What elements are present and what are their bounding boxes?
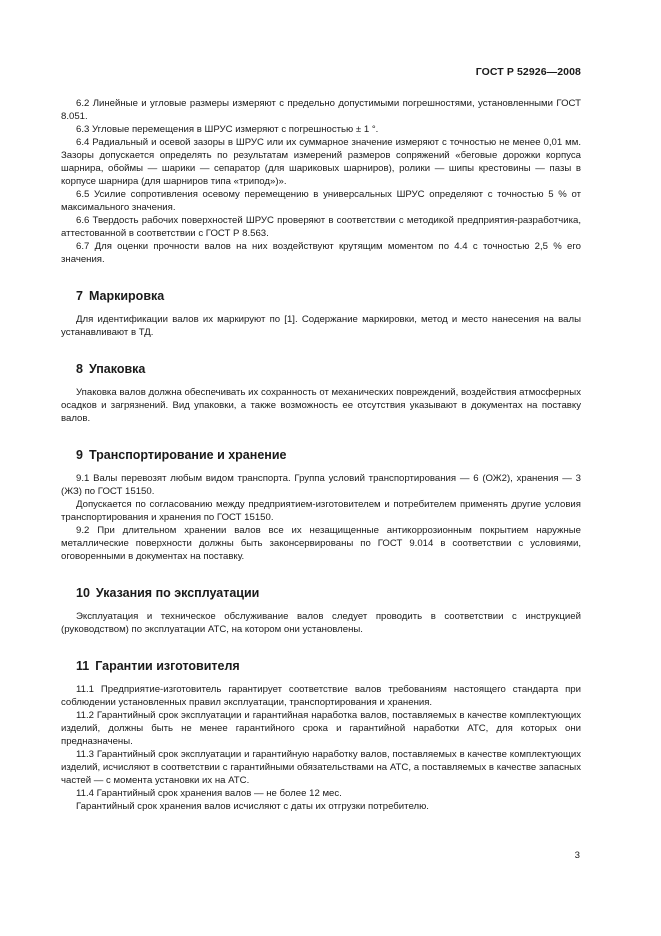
- paragraph-11-4-note: Гарантийный срок хранения валов исчисляют с даты их отгрузки потребителю.: [76, 801, 429, 812]
- paragraph-11-2: 11.2 Гарантийный срок эксплуатации и гарантийная наработка валов, поставляемых в качестве комплектующих изделий, должны быть не менее гарантийного срока и гарантийной наработки АТС, для которых они предназначены.: [61, 710, 581, 747]
- paragraph-6-4: 6.4 Радиальный и осевой зазоры в ШРУС или их суммарное значение измеряют с точностью не менее 0,01 мм. Зазоры допускается определять по результатам измерений размеров сопряжений «беговые дорожки корпуса шарнира, обоймы — шарики — сепаратор (для шариковых шарниров), ролики — шипы крестовины — пазы в корпусе шарнира (для шарниров типа «трипод»)».: [61, 137, 581, 187]
- paragraph-10: Эксплуатация и техническое обслуживание валов следует проводить в соответствии с инструкцией (руководством) по эксплуатации АТС, на котором они установлены.: [61, 611, 581, 635]
- section-title: Транспортирование и хранение: [88, 448, 287, 462]
- paragraph-6-3: 6.3 Угловые перемещения в ШРУС измеряют с погрешностью ± 1 °.: [76, 124, 379, 135]
- paragraph-7: Для идентификации валов их маркируют по [1]. Содержание маркировки, метод и место нанесения на валы устанавливают в ТД.: [61, 314, 581, 338]
- document-code: ГОСТ Р 52926—2008: [475, 66, 581, 78]
- paragraph-11-4: 11.4 Гарантийный срок хранения валов — не более 12 мес.: [76, 788, 342, 799]
- section-number: 8: [76, 362, 83, 376]
- paragraph-9-2: 9.2 При длительном хранении валов все их незащищенные антикоррозионным покрытием наружные металлические поверхности должны быть законсервированы по ГОСТ 9.014 в соответствии с условиями, оговоренными в документах на поставку.: [61, 525, 581, 562]
- section-7-heading: [61, 288, 581, 304]
- paragraph-6-7: 6.7 Для оценки прочности валов на них воздействуют крутящим моментом по 4.4 с точностью 2,5 % его значения.: [61, 241, 581, 265]
- section-title: Указания по эксплуатации: [95, 586, 260, 600]
- paragraph-9-1-note: Допускается по согласованию между предприятием-изготовителем и потребителем применять другие условия транспортирования и хранения по ГОСТ 15150.: [61, 499, 581, 523]
- page-body: [61, 97, 581, 813]
- section-number: 10: [76, 586, 90, 600]
- paragraph-6-5: 6.5 Усилие сопротивления осевому перемещению в универсальных ШРУС определяют с точностью 5 % от максимального значения.: [61, 189, 581, 213]
- paragraph-11-1: 11.1 Предприятие-изготовитель гарантирует соответствие валов требованиям настоящего стандарта при соблюдении установленных правил эксплуатации, транспортирования и хранения.: [61, 684, 581, 708]
- paragraph-6-2: 6.2 Линейные и угловые размеры измеряют с предельно допустимыми погрешностями, установленными ГОСТ 8.051.: [61, 98, 581, 122]
- section-11-heading: [61, 658, 581, 674]
- section-number: 11: [76, 659, 90, 673]
- section-title: Упаковка: [88, 362, 146, 376]
- section-number: 7: [76, 289, 83, 303]
- paragraph-9-1: 9.1 Валы перевозят любым видом транспорта. Группа условий транспортирования — 6 (ОЖ2), хранения — 3 (ЖЗ) по ГОСТ 15150.: [61, 473, 581, 497]
- section-10-heading: [61, 585, 581, 601]
- section-9-heading: [61, 447, 581, 463]
- page-number: 3: [574, 850, 580, 861]
- section-title: Маркировка: [88, 289, 165, 303]
- section-title: Гарантии изготовителя: [95, 659, 240, 673]
- paragraph-6-6: 6.6 Твердость рабочих поверхностей ШРУС проверяют в соответствии с методикой предприятия-разработчика, аттестованной в соответствии с ГОСТ Р 8.563.: [61, 215, 581, 239]
- paragraph-8: Упаковка валов должна обеспечивать их сохранность от механических повреждений, воздействия атмосферных осадков и загрязнений. Вид упаковки, а также возможность ее отсутствия указывают в документах на поставку валов.: [61, 387, 581, 424]
- section-number: 9: [76, 448, 83, 462]
- section-8-heading: [61, 361, 581, 377]
- paragraph-11-3: 11.3 Гарантийный срок эксплуатации и гарантийную наработку валов, поставляемых в качестве комплектующих изделий, исчисляют в соответствии с гарантийными обязательствами на АТС, а поставляемых в качестве запасных частей — с момента установки их на АТС.: [61, 749, 581, 786]
